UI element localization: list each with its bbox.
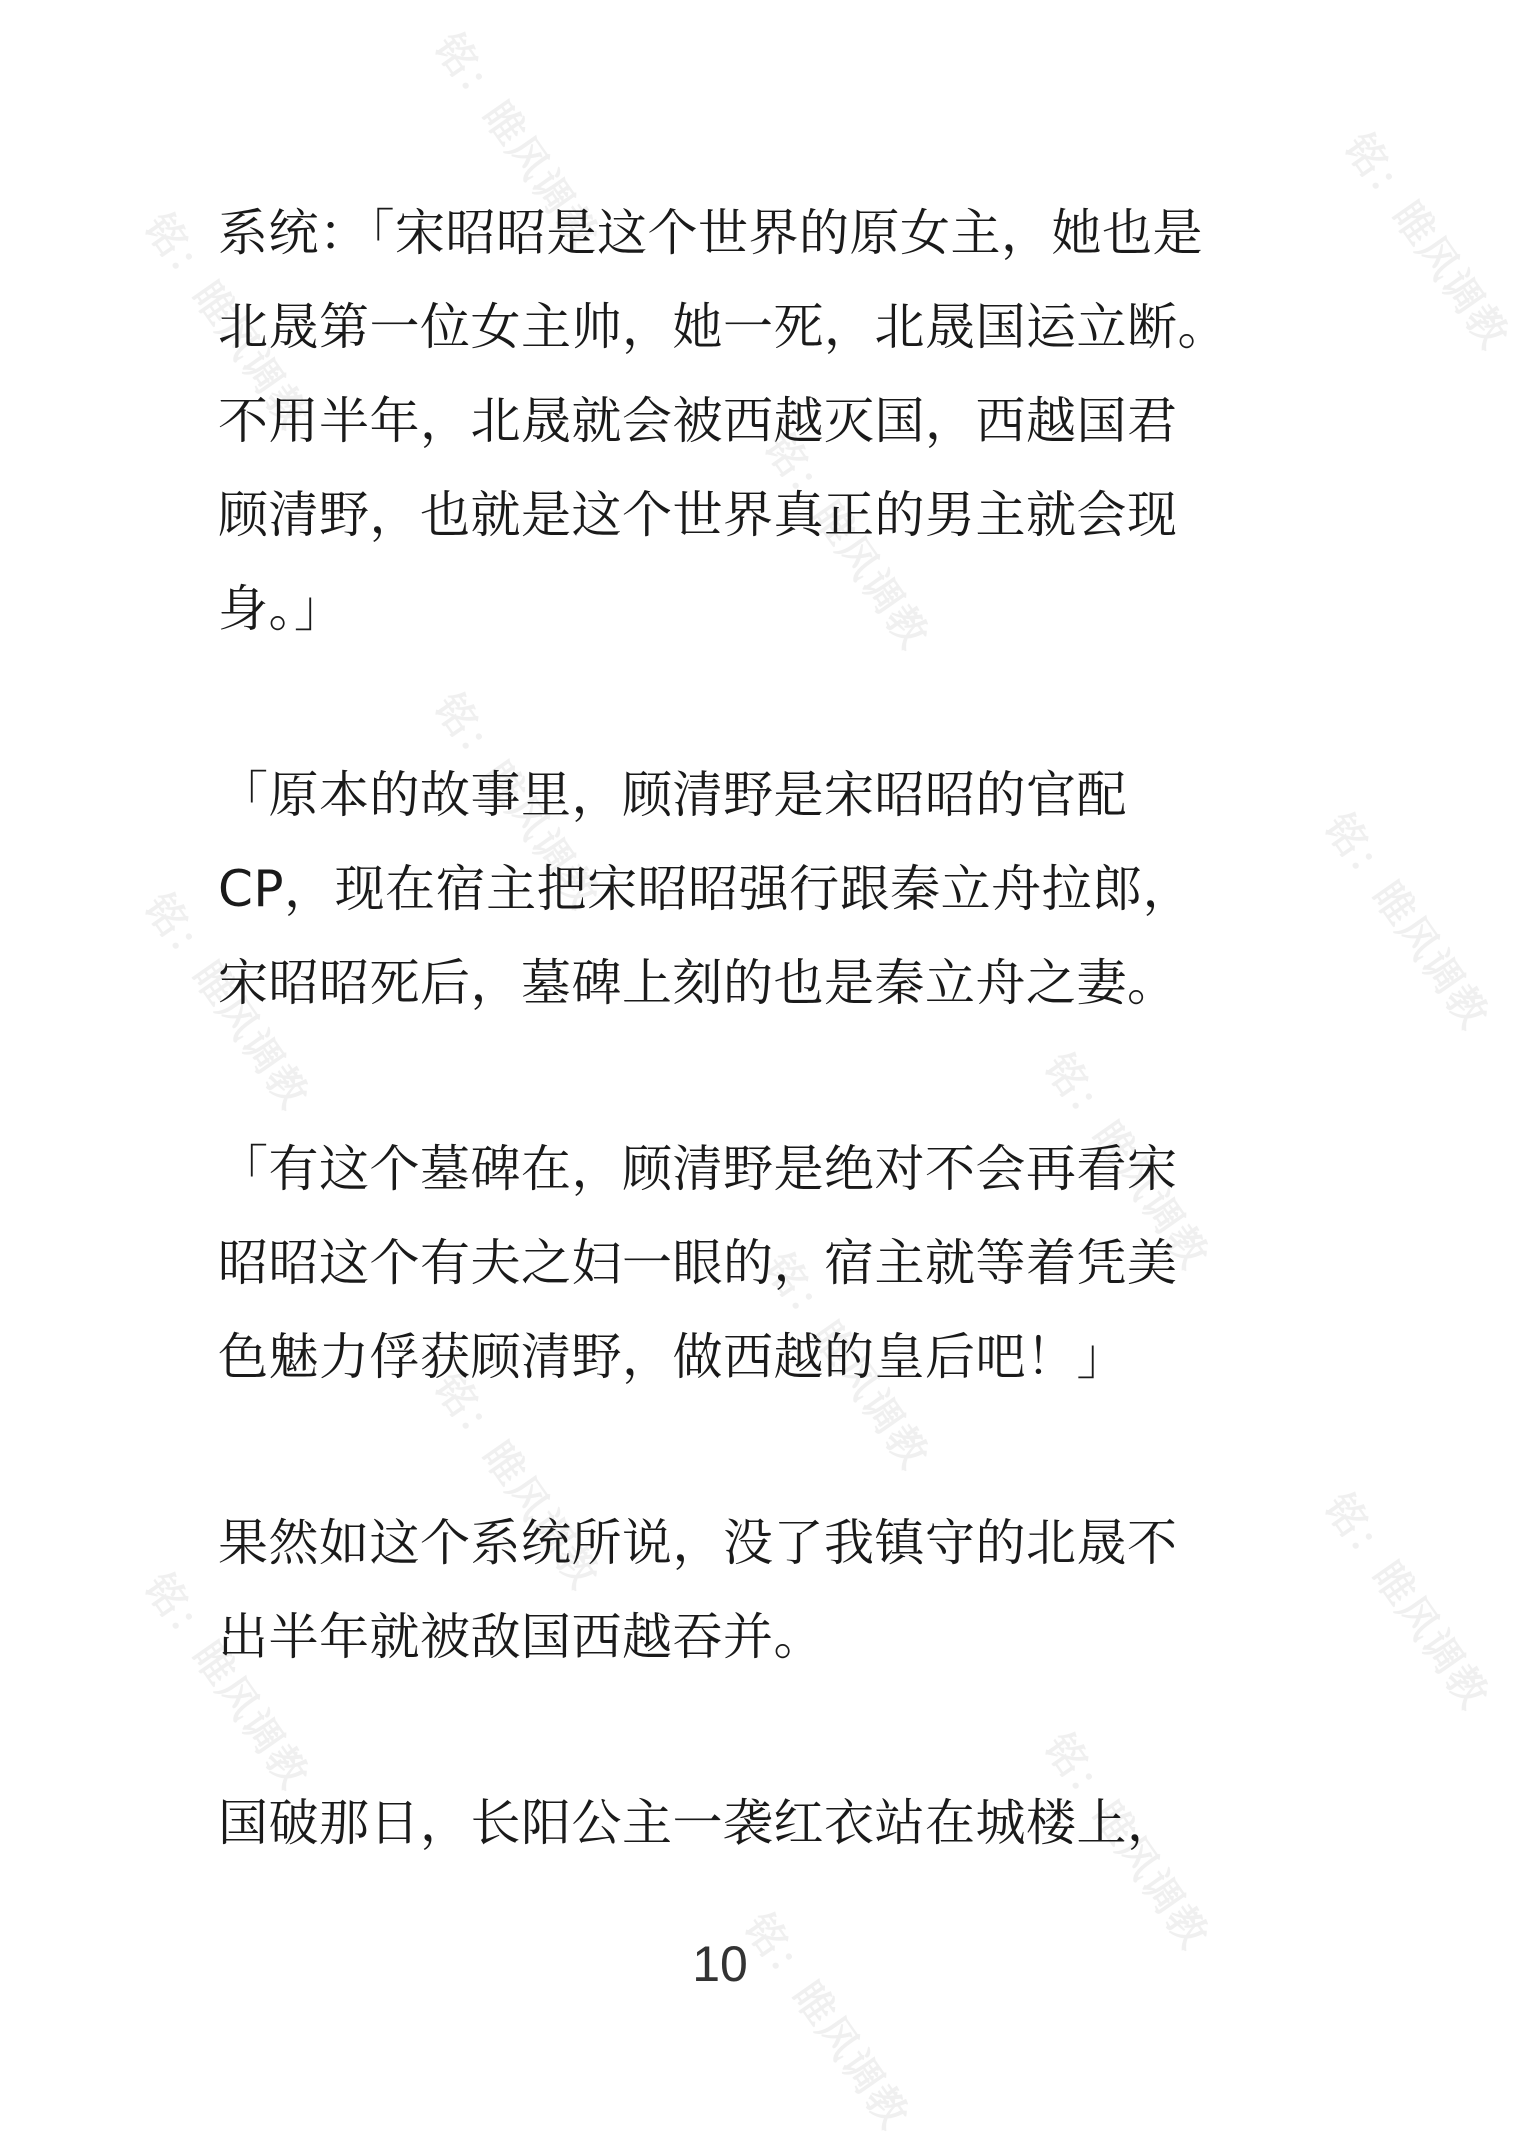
- paragraph: [218, 1122, 1228, 1404]
- text-line: 宋昭昭死后，墓碑上刻的也是秦立舟之妻。: [218, 954, 1178, 1012]
- watermark: 铭：睢风调教: [424, 1365, 608, 1598]
- text-line: 「原本的故事里，顾清野是宋昭昭的官配: [218, 766, 1127, 824]
- paragraph: [218, 1496, 1228, 1684]
- paragraph: [218, 186, 1228, 656]
- text-line: 系统：「宋昭昭是这个世界的原女主，她也是: [218, 204, 1203, 262]
- text-line: 出半年就被敌国西越吞并。: [218, 1608, 824, 1666]
- watermark: 铭：睢风调教: [424, 25, 608, 258]
- watermark: 铭：睢风调教: [754, 425, 938, 658]
- watermark: 铭：睢风调教: [134, 885, 318, 1118]
- watermark: 铭：睢风调教: [1314, 1485, 1498, 1718]
- watermark: 铭：睢风调教: [134, 205, 318, 438]
- watermark: 铭：睢风调教: [1334, 125, 1518, 358]
- text-line: 「有这个墓碑在，顾清野是绝对不会再看宋: [218, 1140, 1178, 1198]
- watermark: 铭：睢风调教: [1034, 1725, 1218, 1958]
- article-body: [218, 186, 1228, 1962]
- paragraph: [218, 748, 1228, 1030]
- text-line: 不用半年，北晟就会被西越灭国，西越国君: [218, 392, 1178, 450]
- text-line: 昭昭这个有夫之妇一眼的，宿主就等着凭美: [218, 1234, 1178, 1292]
- page-number: 10: [692, 1936, 748, 1992]
- text-line: 顾清野，也就是这个世界真正的男主就会现: [218, 486, 1178, 544]
- watermark: 铭：睢风调教: [424, 685, 608, 918]
- watermark: 铭：睢风调教: [734, 1905, 918, 2138]
- text-line: CP，现在宿主把宋昭昭强行跟秦立舟拉郎，: [218, 860, 1194, 918]
- watermark: 铭：睢风调教: [754, 1245, 938, 1478]
- text-line: 国破那日，长阳公主一袭红衣站在城楼上，: [218, 1794, 1178, 1852]
- text-line: 身。」: [218, 580, 345, 638]
- text-line: 北晟第一位女主帅，她一死，北晟国运立断。: [218, 298, 1228, 356]
- watermark: 铭：睢风调教: [1314, 805, 1498, 1038]
- text-line: 果然如这个系统所说，没了我镇守的北晟不: [218, 1514, 1178, 1572]
- text-line: 色魅力俘获顾清野，做西越的皇后吧！」: [218, 1328, 1127, 1386]
- watermark: 铭：睢风调教: [1034, 1045, 1218, 1278]
- paragraph: [218, 1776, 1228, 1870]
- watermark: 铭：睢风调教: [134, 1565, 318, 1798]
